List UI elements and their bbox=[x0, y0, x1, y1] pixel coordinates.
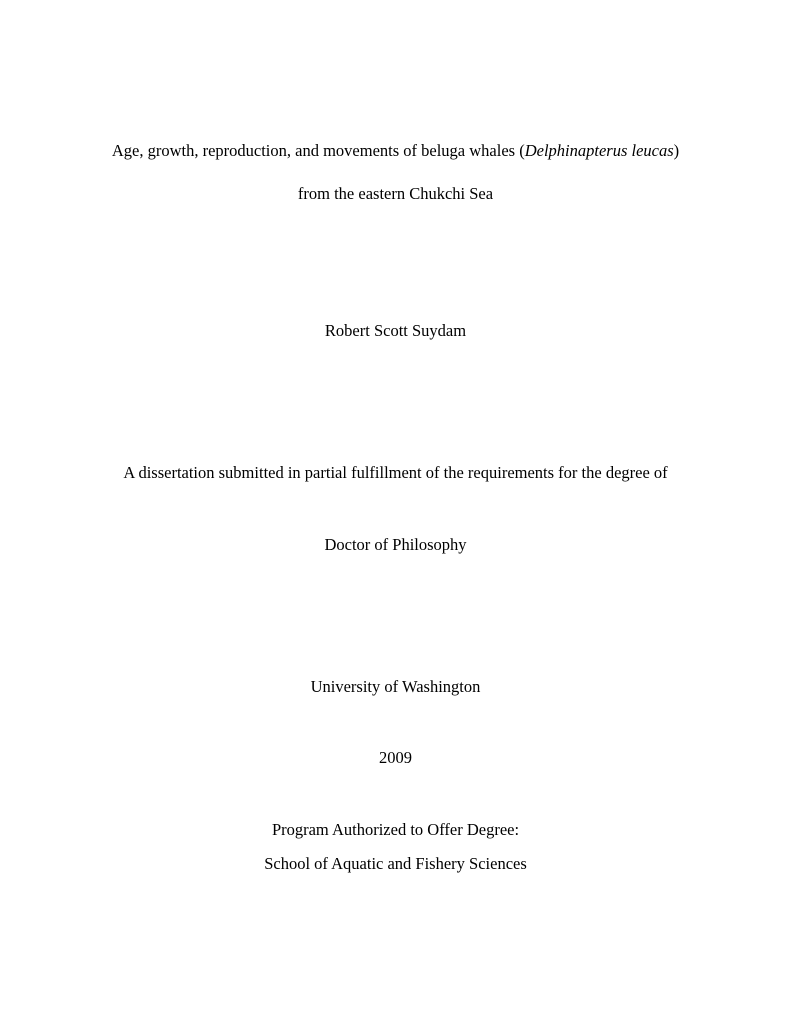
year: 2009 bbox=[379, 748, 412, 767]
degree-name: Doctor of Philosophy bbox=[324, 535, 467, 554]
author-name: Robert Scott Suydam bbox=[324, 321, 467, 340]
submission-statement: A dissertation submitted in partial fulfillment of the requirements for the degree of bbox=[123, 463, 668, 482]
dissertation-title-line2: from the eastern Chukchi Sea bbox=[297, 184, 494, 203]
species-name-italic: Delphinapterus leucas bbox=[524, 141, 674, 160]
title-text-prefix: Age, growth, reproduction, and movements of beluga whales ( bbox=[111, 141, 525, 160]
institution-name: University of Washington bbox=[310, 677, 481, 696]
program-authorization-label: Program Authorized to Offer Degree: bbox=[271, 820, 520, 839]
title-text-suffix: ) bbox=[673, 141, 680, 160]
dissertation-title-line1 bbox=[0, 140, 791, 162]
program-name: School of Aquatic and Fishery Sciences bbox=[264, 854, 527, 873]
